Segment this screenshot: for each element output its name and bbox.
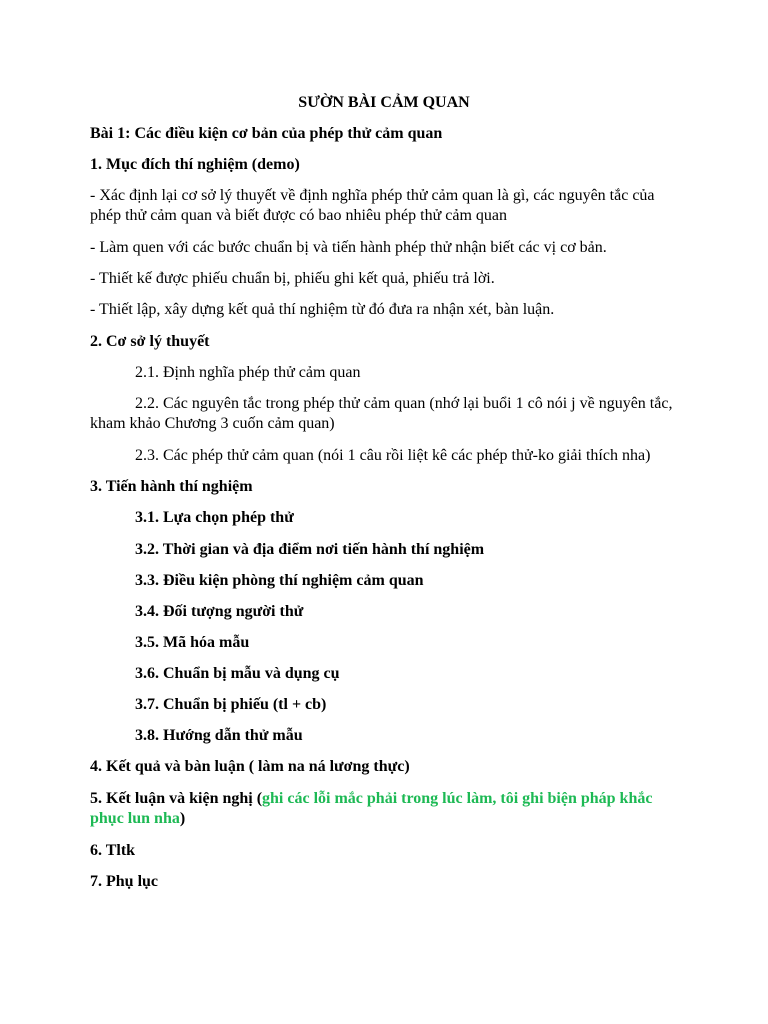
document-title: SƯỜN BÀI CẢM QUAN	[298, 94, 470, 111]
section-7-heading: 7. Phụ lục	[90, 873, 159, 890]
section-2-item: 2.3. Các phép thử cảm quan (nói 1 câu rồi liệt kê các phép thử-ko giải thích nha)	[135, 447, 651, 464]
section-6-heading: 6. Tltk	[90, 842, 136, 859]
section-3-item: 3.1. Lựa chọn phép thử	[135, 509, 294, 526]
section-2-item: 2.1. Định nghĩa phép thử cảm quan	[135, 364, 361, 381]
section-1-item: - Làm quen với các bước chuẩn bị và tiến hành phép thử nhận biết các vị cơ bản.	[90, 239, 607, 256]
section-3-item: 3.4. Đối tượng người thử	[135, 603, 304, 620]
section-1-item: - Thiết lập, xây dựng kết quả thí nghiệm từ đó đưa ra nhận xét, bàn luận.	[90, 301, 555, 318]
section-3-item: 3.3. Điều kiện phòng thí nghiệm cảm quan	[135, 572, 424, 589]
section-3-item: 3.6. Chuẩn bị mẫu và dụng cụ	[135, 665, 340, 682]
section-2-heading: 2. Cơ sở lý thuyết	[90, 333, 210, 350]
section-2-item: 2.2. Các nguyên tắc trong phép thử cảm quan (nhớ lại buổi 1 cô nói j về nguyên tắc, kham khảo Chương 3 cuốn cảm quan)	[90, 395, 673, 432]
section-3-item: 3.5. Mã hóa mẫu	[135, 634, 250, 651]
section-1-item: - Thiết kế được phiếu chuẩn bị, phiếu ghi kết quả, phiếu trả lời.	[90, 270, 495, 287]
section-3-item: 3.2. Thời gian và địa điểm nơi tiến hành thí nghiệm	[135, 541, 485, 558]
section-5-heading	[90, 789, 680, 829]
section-3-heading: 3. Tiến hành thí nghiệm	[90, 478, 253, 495]
section-1-item: - Xác định lại cơ sở lý thuyết về định nghĩa phép thử cảm quan là gì, các nguyên tắc của phép thử cảm quan và biết được có bao nhiêu phép thử cảm quan	[90, 187, 655, 224]
section-5-suffix: )	[179, 810, 186, 827]
section-3-item: 3.8. Hướng dẫn thử mẫu	[135, 727, 303, 744]
section-4-heading: 4. Kết quả và bàn luận ( làm na ná lương thực)	[90, 758, 410, 775]
section-1-heading: 1. Mục đích thí nghiệm (demo)	[90, 156, 300, 173]
section-5-note: ghi các lỗi mắc phải trong lúc làm, tôi ghi biện pháp khắc phục lun nha	[90, 790, 653, 827]
lesson-heading: Bài 1: Các điều kiện cơ bản của phép thử cảm quan	[90, 125, 443, 142]
section-3-item: 3.7. Chuẩn bị phiếu (tl + cb)	[135, 696, 327, 713]
section-5-prefix: 5. Kết luận và kiện nghị (	[90, 790, 263, 807]
